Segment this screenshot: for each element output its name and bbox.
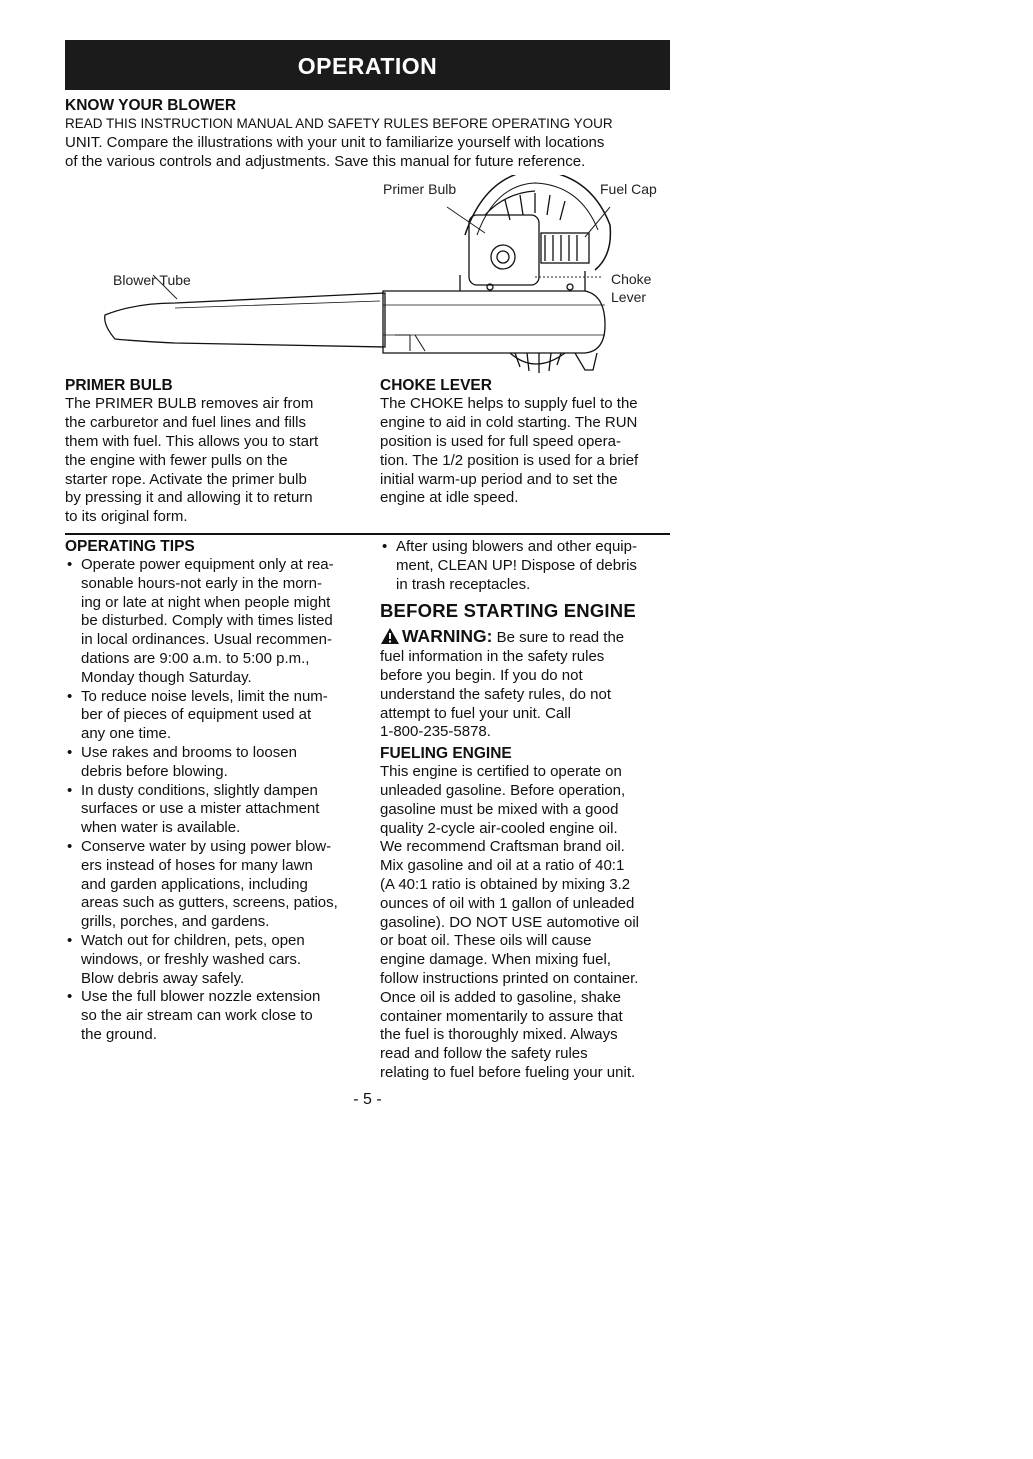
carburetor-block xyxy=(469,215,539,285)
fueling-line: engine damage. When mixing fuel, xyxy=(380,951,611,969)
warning-line: attempt to fuel your unit. Call xyxy=(380,704,571,722)
primer-line: to its original form. xyxy=(65,508,188,526)
tip-line: when water is available. xyxy=(81,819,241,837)
tip-line: so the air stream can work close to xyxy=(81,1007,313,1025)
tip-line: • Operate power equipment only at rea- xyxy=(81,555,334,573)
banner-title: OPERATION xyxy=(297,53,438,79)
tip-line: • Conserve water by using power blow- xyxy=(81,837,332,855)
fueling-line: read and follow the safety rules xyxy=(380,1045,588,1063)
primer-choke-row xyxy=(65,377,670,527)
tip-line: be disturbed. Comply with times listed xyxy=(81,612,333,630)
warning-block xyxy=(380,627,670,742)
know-heading: KNOW YOUR BLOWER xyxy=(65,97,237,114)
page-number: - 5 - xyxy=(353,1090,382,1108)
tip-line: • After using blowers and other equip- xyxy=(396,537,637,555)
tip-line: debris before blowing. xyxy=(81,762,228,780)
right-column xyxy=(380,538,670,1083)
fueling-line: relating to fuel before fueling your unit. xyxy=(380,1063,636,1081)
fueling-line: unleaded gasoline. Before operation, xyxy=(380,781,626,799)
warning-line: understand the safety rules, do not xyxy=(380,685,611,703)
tips-fuel-row xyxy=(65,538,670,1083)
fueling-line: We recommend Craftsman brand oil. xyxy=(380,838,625,856)
fueling-line: the fuel is thoroughly mixed. Always xyxy=(380,1026,618,1044)
label-lever: Lever xyxy=(611,289,647,306)
tip-line: • Use the full blower nozzle extension xyxy=(81,988,321,1006)
tip-line: any one time. xyxy=(81,725,172,743)
operating-tips-section xyxy=(65,538,355,1083)
tip-line: surfaces or use a mister attachment xyxy=(81,800,320,818)
fueling-line: ounces of oil with 1 gallon of unleaded xyxy=(380,894,635,912)
choke-line: engine at idle speed. xyxy=(380,489,519,507)
warning-line: fuel information in the safety rules xyxy=(380,648,605,666)
tips-list-continued xyxy=(380,538,670,594)
tip-line: sonable hours-not early in the morn- xyxy=(81,574,322,592)
tip-line: • In dusty conditions, slightly dampen xyxy=(81,781,318,799)
tip-line: the ground. xyxy=(81,1025,157,1043)
engine-housing xyxy=(383,291,605,353)
blower-illustration xyxy=(65,175,670,375)
warning-icon xyxy=(380,627,400,645)
choke-line: initial warm-up period and to set the xyxy=(380,470,618,488)
primer-heading: PRIMER BULB xyxy=(65,377,173,395)
fueling-line: follow instructions printed on container. xyxy=(380,969,639,987)
choke-line: engine to aid in cold starting. The RUN xyxy=(380,414,638,432)
fueling-line: This engine is certified to operate on xyxy=(380,763,622,781)
fueling-line: Once oil is added to gasoline, shake xyxy=(380,988,621,1006)
know-line-2: UNIT. Compare the illustrations with your unit to familiarize yourself with locations xyxy=(65,133,605,151)
primer-bulb-section xyxy=(65,377,355,527)
tip-item xyxy=(65,988,355,1044)
tip-item xyxy=(65,782,355,838)
primer-line: them with fuel. This allows you to start xyxy=(65,432,319,450)
fueling-text xyxy=(380,763,670,1083)
tip-line: ers instead of hoses for many lawn xyxy=(81,856,313,874)
know-line-1: READ THIS INSTRUCTION MANUAL AND SAFETY RULES BEFORE OPERATING YOUR xyxy=(65,116,613,131)
tip-item xyxy=(65,932,355,988)
tip-line: dations are 9:00 a.m. to 5:00 p.m., xyxy=(81,649,310,667)
label-fuel-cap: Fuel Cap xyxy=(600,181,657,198)
primer-line: by pressing it and allowing it to return xyxy=(65,489,313,507)
fueling-line: gasoline). DO NOT USE automotive oil xyxy=(380,913,639,931)
fueling-line: or boat oil. These oils will cause xyxy=(380,932,592,950)
fueling-line: gasoline must be mixed with a good xyxy=(380,800,619,818)
manual-page xyxy=(65,40,670,1109)
tip-line: windows, or freshly washed cars. xyxy=(81,950,302,968)
tip-item xyxy=(65,744,355,782)
label-primer-bulb: Primer Bulb xyxy=(383,181,457,198)
tip-line: in local ordinances. Usual recommen- xyxy=(81,631,332,649)
choke-line: The CHOKE helps to supply fuel to the xyxy=(380,395,638,413)
primer-bulb-shape xyxy=(491,245,515,269)
tip-item xyxy=(380,538,670,594)
tip-line: • Watch out for children, pets, open xyxy=(81,931,305,949)
tips-heading: OPERATING TIPS xyxy=(65,537,195,555)
tips-list xyxy=(65,556,355,1045)
label-blower-tube: Blower Tube xyxy=(113,272,191,289)
primer-line: the engine with fewer pulls on the xyxy=(65,451,288,469)
fueling-line: quality 2-cycle air-cooled engine oil. xyxy=(380,819,618,837)
warning-first-line xyxy=(380,627,670,648)
tip-item xyxy=(65,688,355,744)
know-your-blower-section xyxy=(65,97,670,171)
primer-leader xyxy=(447,207,485,233)
label-choke: Choke xyxy=(611,271,652,288)
choke-line: position is used for full speed opera- xyxy=(380,432,621,450)
tip-line: Blow debris away safely. xyxy=(81,969,245,987)
choke-lever-section xyxy=(380,377,670,527)
tip-line: Monday though Saturday. xyxy=(81,668,252,686)
warning-text: Be sure to read the xyxy=(492,629,625,647)
tip-line: ber of pieces of equipment used at xyxy=(81,706,312,724)
fueling-line: container momentarily to assure that xyxy=(380,1007,623,1025)
before-starting-heading: BEFORE STARTING ENGINE xyxy=(380,600,636,622)
primer-line: the carburetor and fuel lines and fills xyxy=(65,414,306,432)
section-banner xyxy=(65,40,670,90)
tip-line: ment, CLEAN UP! Dispose of debris xyxy=(396,556,637,574)
know-line-3: of the various controls and adjustments. Save this manual for future reference. xyxy=(65,152,586,170)
fueling-line: (A 40:1 ratio is obtained by mixing 3.2 xyxy=(380,875,631,893)
primer-line: The PRIMER BULB removes air from xyxy=(65,395,314,413)
warning-word: WARNING: xyxy=(402,626,493,647)
tip-line: ing or late at night when people might xyxy=(81,593,331,611)
tip-line: • Use rakes and brooms to loosen xyxy=(81,743,297,761)
tip-item xyxy=(65,838,355,932)
tip-item xyxy=(65,556,355,688)
blower-tube-shape xyxy=(105,293,385,347)
tip-line: • To reduce noise levels, limit the num- xyxy=(81,687,328,705)
choke-line: tion. The 1/2 position is used for a brief xyxy=(380,451,639,469)
tip-line: areas such as gutters, screens, patios, xyxy=(81,894,338,912)
fueling-heading: FUELING ENGINE xyxy=(380,745,512,763)
tip-line: grills, porches, and gardens. xyxy=(81,913,270,931)
primer-line: starter rope. Activate the primer bulb xyxy=(65,470,307,488)
section-divider xyxy=(65,533,670,535)
tip-line: in trash receptacles. xyxy=(396,575,531,593)
tip-line: and garden applications, including xyxy=(81,875,308,893)
warning-line: 1-800-235-5878. xyxy=(380,723,491,741)
choke-heading: CHOKE LEVER xyxy=(380,377,492,395)
warning-line: before you begin. If you do not xyxy=(380,666,583,684)
fueling-line: Mix gasoline and oil at a ratio of 40:1 xyxy=(380,857,625,875)
